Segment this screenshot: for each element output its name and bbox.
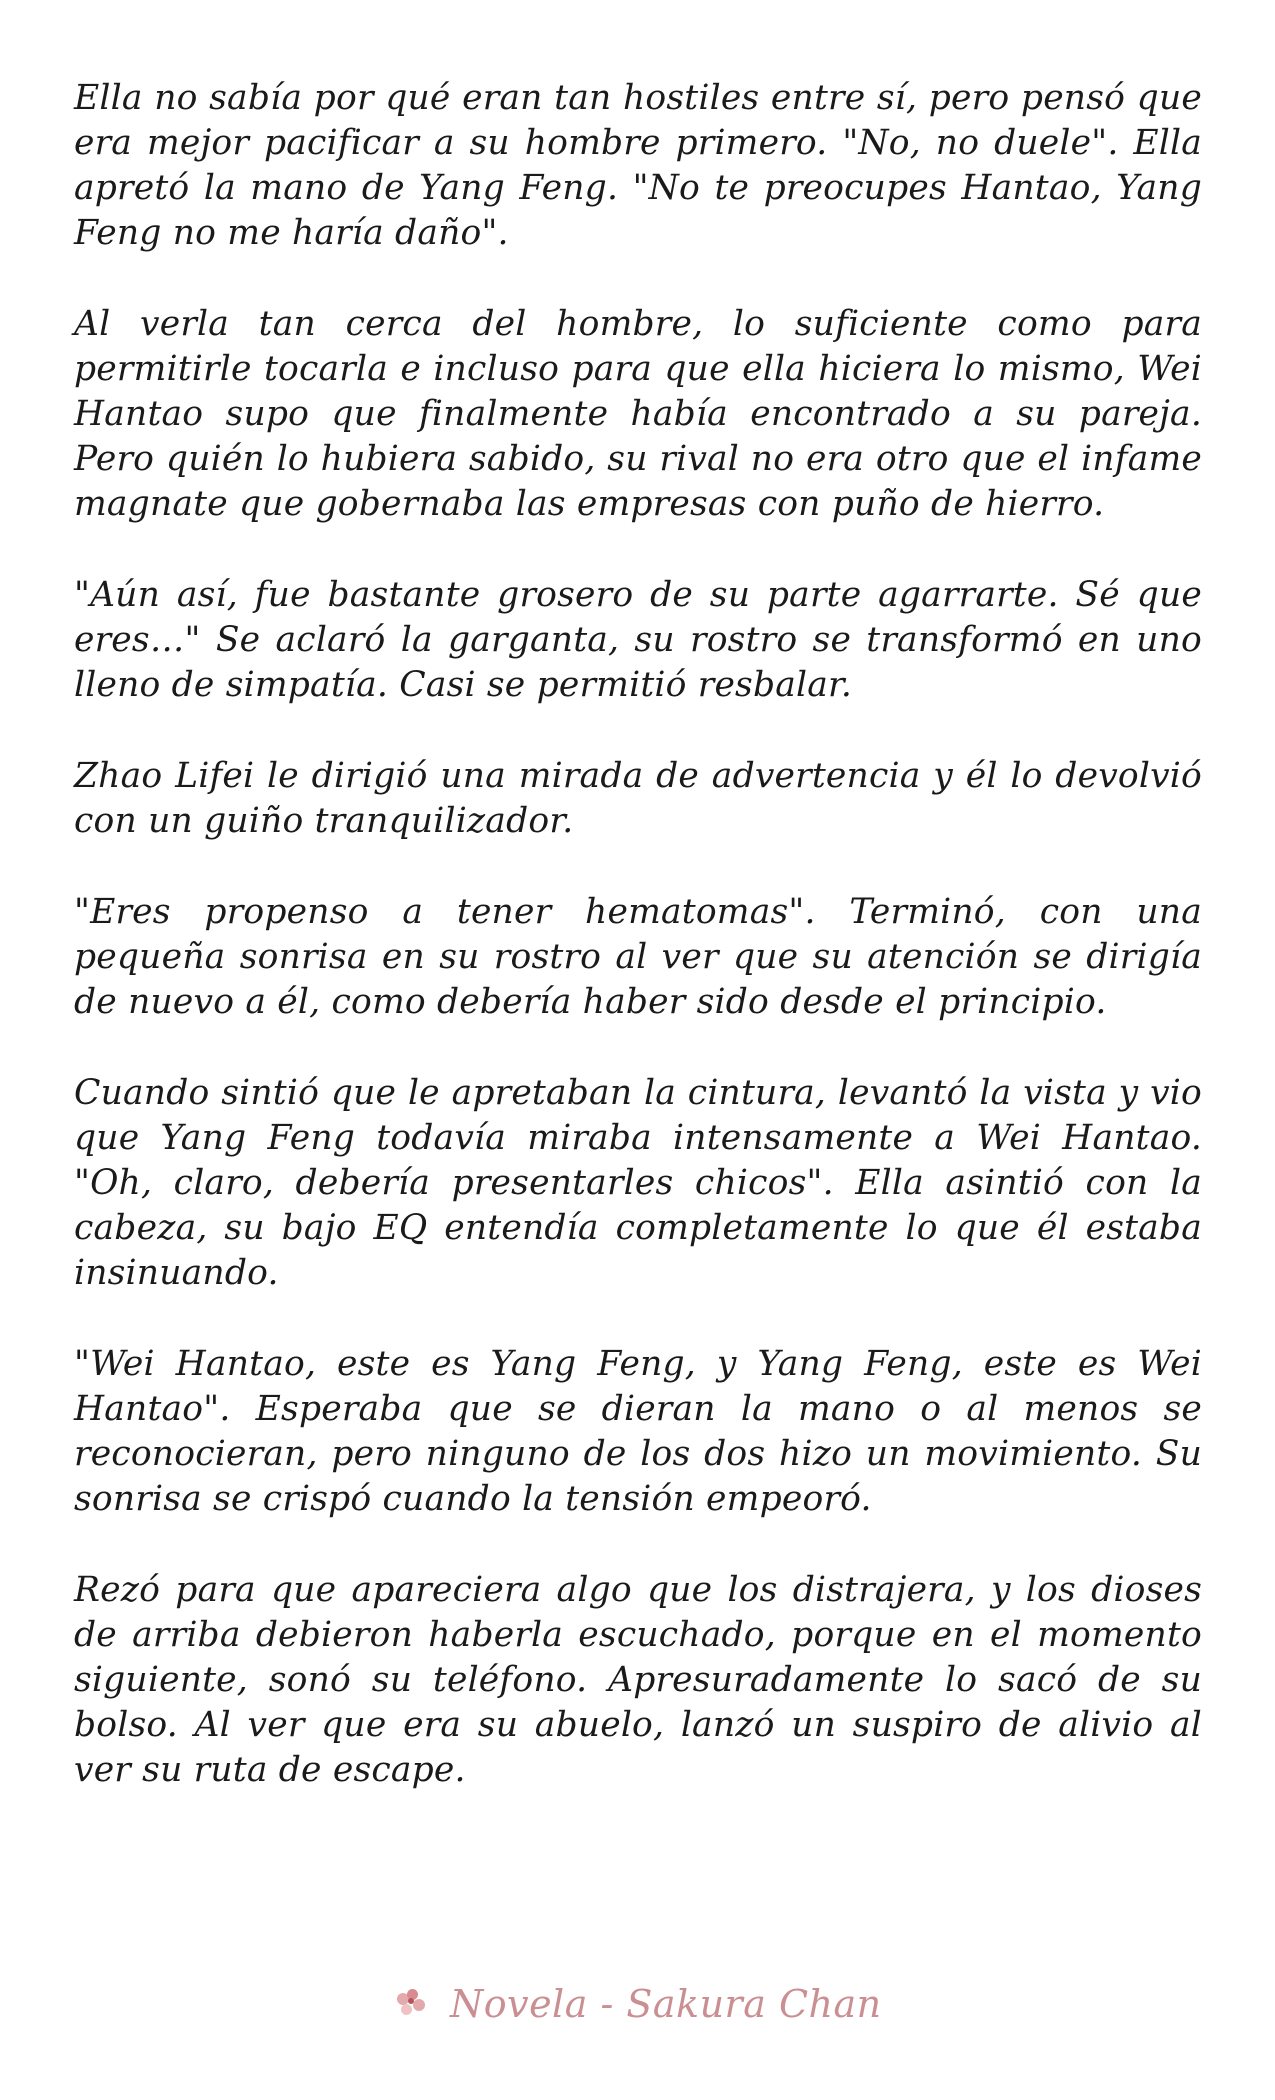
paragraph: "Wei Hantao, este es Yang Feng, y Yang Feng, este es Wei Hantao". Esperaba que se dieran la mano o al menos se reconocieran, pero ninguno de los dos hizo un movimiento. Su sonrisa se crispó cuando la tensión empeoró. (74, 1344, 1202, 1519)
watermark (0, 1982, 1275, 2026)
paragraph: Cuando sintió que le apretaban la cintura, levantó la vista y vio que Yang Feng todavía miraba intensamente a Wei Hantao. "Oh, claro, debería presentarles chicos". Ella asintió con la cabeza, su bajo EQ entendía completamente lo que él estaba insinuando. (74, 1073, 1202, 1293)
paragraph: Al verla tan cerca del hombre, lo suficiente como para permitirle tocarla e incluso para que ella hiciera lo mismo, Wei Hantao supo que finalmente había encontrado a su pareja. Pero quién lo hubiera sabido, su rival no era otro que el infame magnate que gobernaba las empresas con puño de hierro. (74, 304, 1202, 524)
sakura-flower-icon (393, 1987, 431, 2021)
document-body (74, 76, 1202, 1839)
watermark-text: Novela - Sakura Chan (449, 1982, 882, 2026)
paragraph: "Eres propenso a tener hematomas". Terminó, con una pequeña sonrisa en su rostro al ver que su atención se dirigía de nuevo a él, como debería haber sido desde el principio. (74, 892, 1202, 1022)
paragraph: "Aún así, fue bastante grosero de su parte agarrarte. Sé que eres…" Se aclaró la garganta, su rostro se transformó en uno lleno de simpatía. Casi se permitió resbalar. (74, 575, 1202, 705)
paragraph: Ella no sabía por qué eran tan hostiles entre sí, pero pensó que era mejor pacificar a su hombre primero. "No, no duele". Ella apretó la mano de Yang Feng. "No te preocupes Hantao, Yang Feng no me haría daño". (74, 78, 1202, 253)
paragraph: Zhao Lifei le dirigió una mirada de advertencia y él lo devolvió con un guiño tranquilizador. (74, 756, 1202, 841)
paragraph: Rezó para que apareciera algo que los distrajera, y los dioses de arriba debieron haberla escuchado, porque en el momento siguiente, sonó su teléfono. Apresuradamente lo sacó de su bolso. Al ver que era su abuelo, lanzó un suspiro de alivio al ver su ruta de escape. (74, 1570, 1202, 1790)
